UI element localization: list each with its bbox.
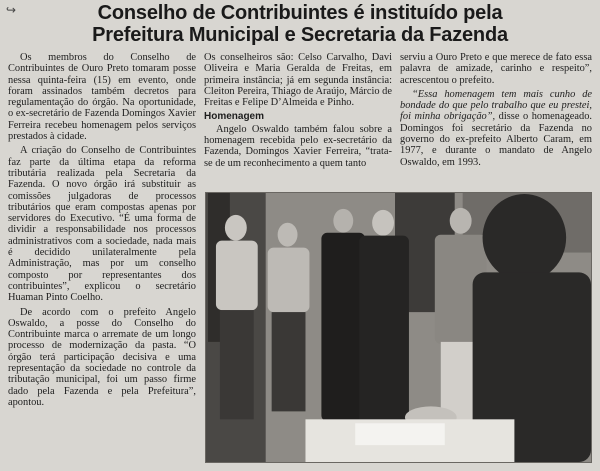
paragraph: Os membros do Conselho de Contribuintes de Ouro Preto tomaram posse nessa quinta-feira (15) em evento, onde foram assinados também decretos para regulamentação do órgão. Na oportunidade, o ex-secretário de Fazenda Domingos Xavier Ferreira recebeu homenagem pelos serviços prestados à cidade. [8,52,196,143]
quote: “Essa homenagem tem mais cunho de bondade do que pelo trabalho que eu prestei, foi minha obrigação”, [400,88,592,123]
paragraph: serviu a Ouro Preto e que merece de fato essa palavra de amizade, carinho e respeito”, acrescentou o prefeito. [400,52,592,86]
article-column-2 [204,52,392,172]
ceremony-photo [205,192,592,463]
quote-attribution: disse o homenageado. Domingos foi secretário da Fazenda no governo do ex-prefeito Alberto Caram, em 1977, e durante o mandato de Angelo Oswaldo, em 1993. [400,111,592,168]
article-column-1 [8,52,196,411]
paragraph: Angelo Oswaldo também falou sobre a homenagem recebida pelo ex-secretário da Fazenda, Domingos Xavier Ferreira, “trata-se de um reconhecimento a quem tanto [204,123,392,169]
article-column-3 [400,52,592,171]
headline-line-1: Conselho de Contribuintes é instituído pela [97,2,503,24]
paragraph: A criação do Conselho de Contribuintes faz parte da última etapa da reforma tributária realizada pela Secretaria da Fazenda. O novo órgão irá substituir as comissões julgadoras de processos tributários que eram compostas apenas por servidores do Executivo. “É uma forma de dividir a responsabilidade nos processos administrativos com a sociedade, nada mais é decidido unilateralmente pela Administração, mas por um conselho composto por representantes dos contribuintes”, explicou o secretário Huaman Pinto Coelho. [8,145,196,304]
headline [20,2,580,46]
arrow-mark-icon: ↪ [6,3,17,17]
paragraph: Os conselheiros são: Celso Carvalho, Davi Oliveira e Maria Geralda de Freitas, em primeira instância; já em segunda instância: Cleiton Pereira, Thiago de Araújo, Márcio de Freitas e Felipe D’Almeida e Pinho. [204,52,392,109]
subheading: Homenagem [204,111,265,123]
headline-line-2: Prefeitura Municipal e Secretaria da Fazenda [92,24,508,46]
paragraph: De acordo com o prefeito Angelo Oswaldo, a posse do Conselho do Contribuinte marca o arremate de um longo processo de modernização da pasta. “O órgão terá participação decisiva e uma representação da sociedade no controle da tributação municipal, foi um passo firme dado pela Fazenda e pela Prefeitura”, apontou. [8,306,196,408]
paragraph [400,89,592,168]
